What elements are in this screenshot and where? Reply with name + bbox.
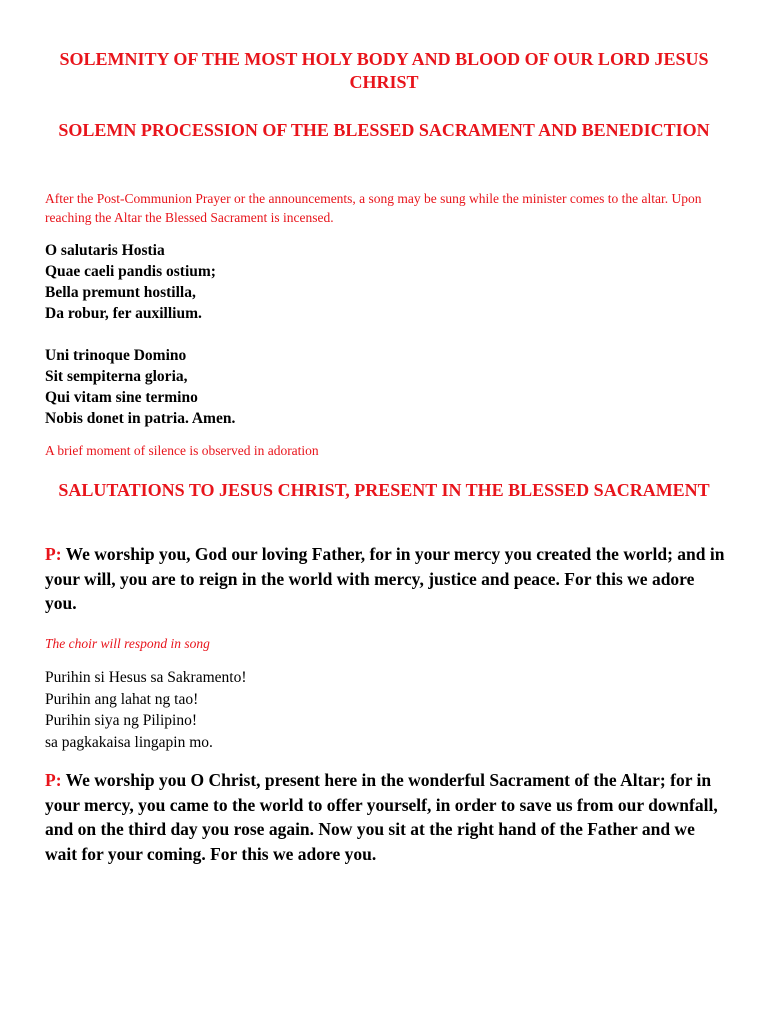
- rubric-incensing: After the Post-Communion Prayer or the announcements, a song may be sung while the minister comes to the altar. Upon reaching the Altar the Blessed Sacrament is incensed.: [45, 191, 702, 225]
- hymn-line: Bella premunt hostilla,: [45, 284, 196, 301]
- prayer-text: We worship you O Christ, present here in the wonderful Sacrament of the Altar; for in your mercy, you came to the world to offer yourself, in order to save us from our downfall, and on the third day you rose again. Now you sit at the right hand of the Father and we wait for your coming. For this we adore you.: [45, 770, 718, 864]
- song-line: sa pagkakaisa lingapin mo.: [45, 733, 213, 751]
- prayer-christ: [45, 768, 725, 866]
- heading-solemnity: SOLEMNITY OF THE MOST HOLY BODY AND BLOOD OF OUR LORD JESUS CHRIST: [59, 49, 709, 92]
- hymn-line: Nobis donet in patria. Amen.: [45, 410, 236, 427]
- hymn-line: Quae caeli pandis ostium;: [45, 263, 216, 280]
- speaker-label: P:: [45, 544, 62, 564]
- song-line: Purihin siya ng Pilipino!: [45, 712, 197, 729]
- rubric-choir: The choir will respond in song: [45, 636, 210, 651]
- hymn-stanza-1: [45, 240, 216, 324]
- hymn-line: Uni trinoque Domino: [45, 347, 187, 364]
- hymn-line: Da robur, fer auxillium.: [45, 305, 202, 322]
- speaker-label: P:: [45, 770, 62, 790]
- song-line: Purihin si Hesus sa Sakramento!: [45, 669, 247, 686]
- hymn-stanza-2: [45, 345, 235, 429]
- hymn-line: O salutaris Hostia: [45, 242, 165, 259]
- prayer-father: [45, 542, 725, 616]
- heading-salutations: SALUTATIONS TO JESUS CHRIST, PRESENT IN THE BLESSED SACRAMENT: [58, 480, 710, 500]
- prayer-text: We worship you, God our loving Father, for in your mercy you created the world; and in your will, you are to reign in the world with mercy, justice and peace. For this we adore you.: [45, 544, 725, 613]
- rubric-silence: A brief moment of silence is observed in adoration: [45, 443, 319, 458]
- heading-procession: SOLEMN PROCESSION OF THE BLESSED SACRAMENT AND BENEDICTION: [58, 120, 710, 140]
- hymn-line: Sit sempiterna gloria,: [45, 368, 188, 385]
- response-song: [45, 667, 246, 753]
- song-line: Purihin ang lahat ng tao!: [45, 690, 199, 708]
- hymn-line: Qui vitam sine termino: [45, 389, 198, 406]
